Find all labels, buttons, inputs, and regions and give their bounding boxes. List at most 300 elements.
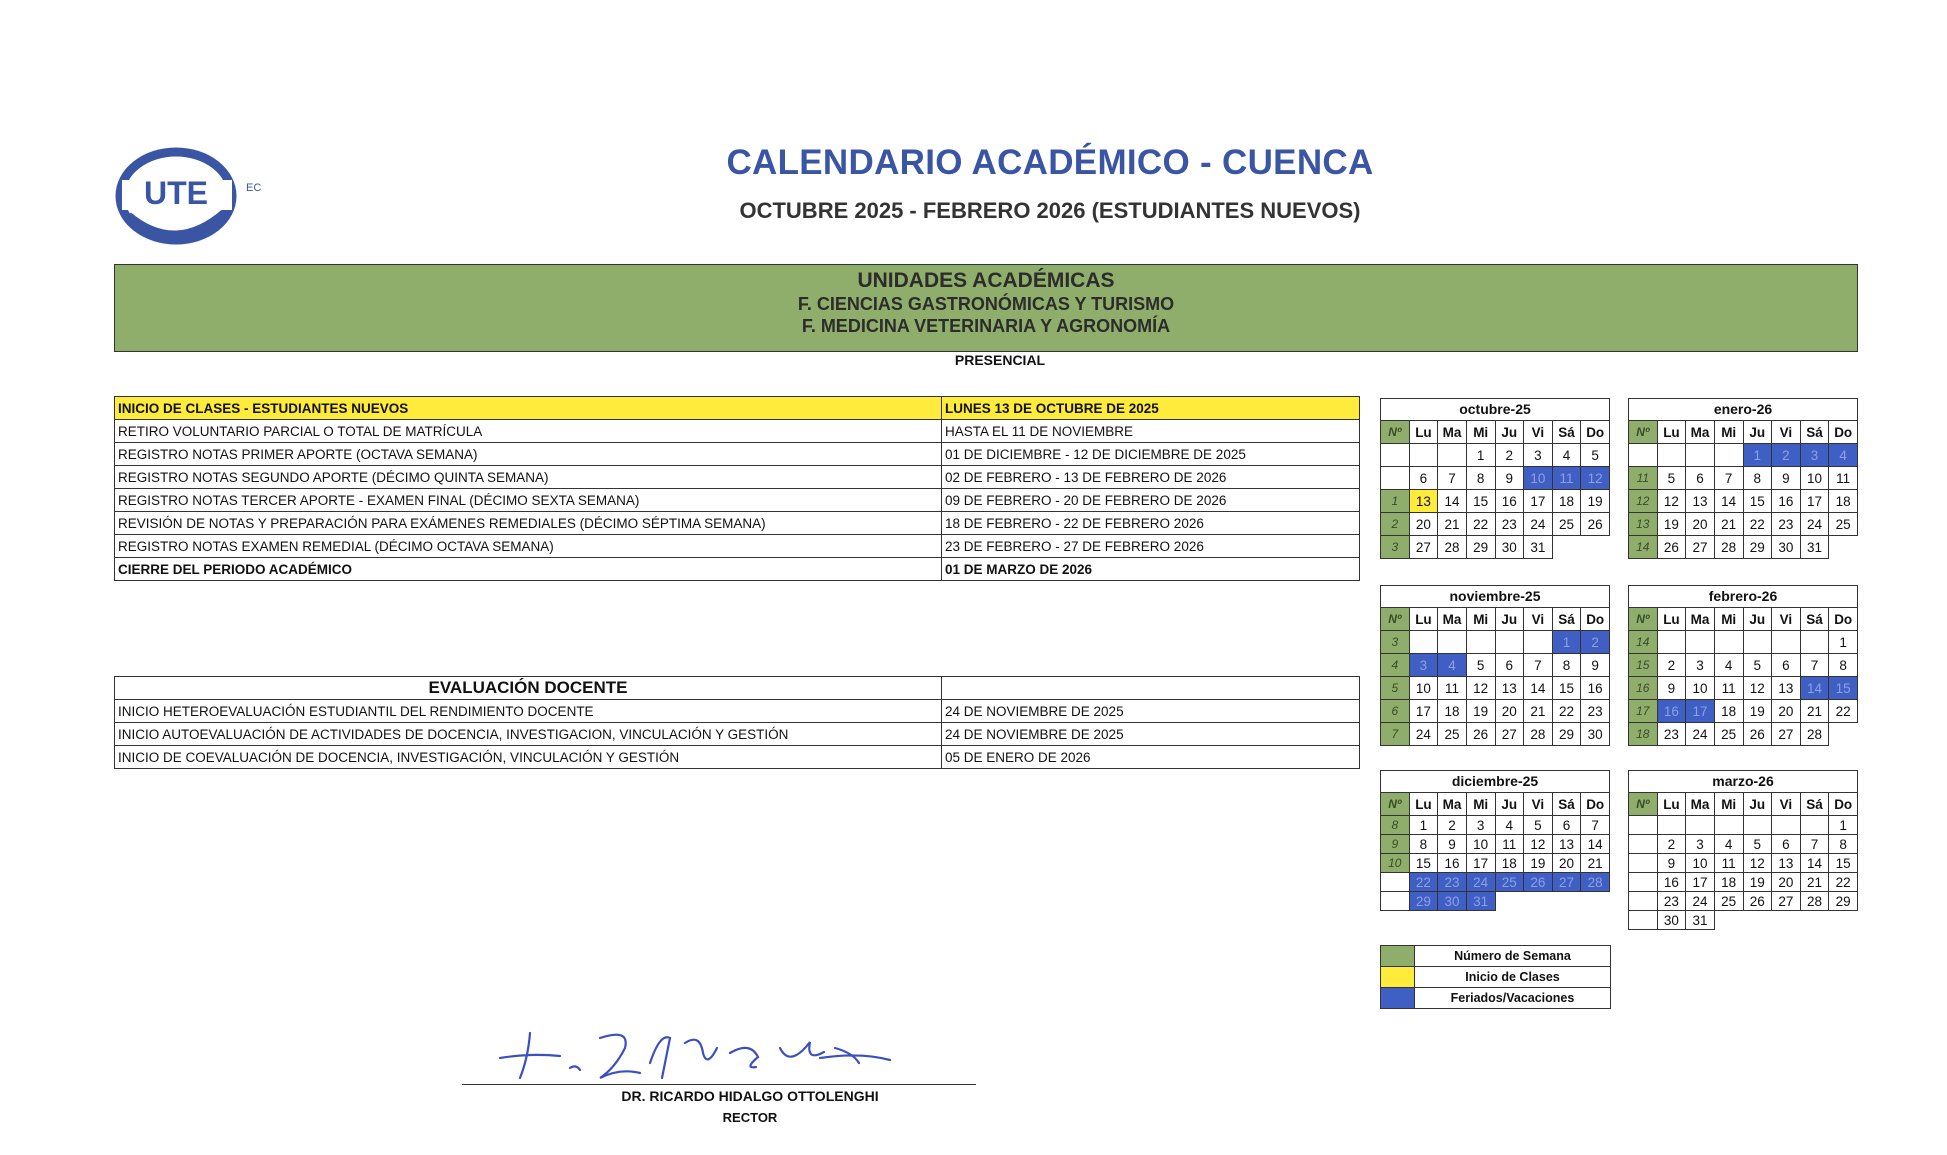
calendar-day: 21 [1714, 513, 1743, 536]
calendar-day: 11 [1714, 854, 1743, 873]
calendar-day: 11 [1495, 835, 1524, 854]
calendar-day: 31 [1466, 892, 1495, 911]
week-number: 8 [1381, 816, 1410, 835]
calendar-day: 23 [1657, 892, 1686, 911]
weekday-header: Sá [1552, 608, 1581, 631]
calendar-day [1657, 444, 1686, 467]
calendar-day: 9 [1581, 654, 1610, 677]
weekday-header: Lu [1657, 793, 1686, 816]
calendar-empty-cell [1581, 892, 1610, 911]
calendar-day [1800, 631, 1829, 654]
calendar-day: 25 [1495, 873, 1524, 892]
weekday-header: Mi [1466, 793, 1495, 816]
calendar-day: 18 [1714, 873, 1743, 892]
calendar-day: 22 [1829, 700, 1858, 723]
date-cell: 24 DE NOVIEMBRE DE 2025 [942, 723, 1360, 746]
calendar-day: 11 [1438, 677, 1467, 700]
calendar-grid [1380, 420, 1610, 559]
calendar-day: 3 [1686, 835, 1715, 854]
calendar-day: 5 [1524, 816, 1553, 835]
calendar-day: 13 [1772, 854, 1801, 873]
weekday-header: Do [1829, 608, 1858, 631]
week-number [1381, 444, 1410, 467]
weekday-header: Do [1829, 421, 1858, 444]
calendar-day: 5 [1466, 654, 1495, 677]
calendar-day: 14 [1438, 490, 1467, 513]
table-row [115, 443, 1360, 466]
activity-cell: RETIRO VOLUNTARIO PARCIAL O TOTAL DE MATRÍCULA [115, 420, 942, 443]
calendar-day: 18 [1552, 490, 1581, 513]
calendar-day: 17 [1466, 854, 1495, 873]
week-number-header: Nº [1629, 793, 1658, 816]
calendar-day: 18 [1438, 700, 1467, 723]
calendar-day: 29 [1552, 723, 1581, 746]
calendar-day: 26 [1581, 513, 1610, 536]
academic-units-banner [114, 264, 1858, 352]
calendar-day: 6 [1495, 654, 1524, 677]
calendar-empty-cell [1714, 911, 1743, 930]
calendar-day: 4 [1714, 835, 1743, 854]
calendar-day [1438, 444, 1467, 467]
weekday-header: Sá [1552, 793, 1581, 816]
calendar-day: 12 [1581, 467, 1610, 490]
calendar-month-title: diciembre-25 [1380, 770, 1610, 792]
calendar-week-row [1629, 490, 1858, 513]
calendar-day: 23 [1772, 513, 1801, 536]
date-cell: 09 DE FEBRERO - 20 DE FEBRERO DE 2026 [942, 489, 1360, 512]
calendar-day: 15 [1829, 677, 1858, 700]
weekday-header: Mi [1714, 793, 1743, 816]
calendar-day: 20 [1409, 513, 1438, 536]
week-number: 11 [1629, 467, 1658, 490]
calendar-month-title: noviembre-25 [1380, 585, 1610, 607]
week-number [1629, 816, 1658, 835]
calendar-day: 11 [1714, 677, 1743, 700]
week-number-header: Nº [1381, 421, 1410, 444]
calendar-day: 13 [1772, 677, 1801, 700]
calendar-day: 26 [1466, 723, 1495, 746]
calendar-day: 8 [1829, 835, 1858, 854]
weekday-header: Ju [1743, 421, 1772, 444]
calendar-week-row [1381, 444, 1610, 467]
weekday-header: Ma [1686, 421, 1715, 444]
logo-text: UTE [144, 175, 208, 211]
week-number [1629, 911, 1658, 930]
calendar-day: 18 [1495, 854, 1524, 873]
calendar-week-row [1381, 654, 1610, 677]
calendar-day: 16 [1495, 490, 1524, 513]
calendar-month-title: febrero-26 [1628, 585, 1858, 607]
calendar-day: 31 [1686, 911, 1715, 930]
calendar-day: 18 [1829, 490, 1858, 513]
calendar-day: 17 [1409, 700, 1438, 723]
calendar-empty-cell [1829, 911, 1858, 930]
calendar-day: 7 [1581, 816, 1610, 835]
calendar-header-row [1381, 421, 1610, 444]
calendar-day: 12 [1743, 854, 1772, 873]
table-row [115, 512, 1360, 535]
banner-heading: UNIDADES ACADÉMICAS [857, 269, 1115, 292]
calendar-day: 8 [1743, 467, 1772, 490]
calendar-week-row [1629, 536, 1858, 559]
calendar-week-row [1381, 723, 1610, 746]
calendar-day: 23 [1495, 513, 1524, 536]
weekday-header: Vi [1772, 421, 1801, 444]
date-cell: 05 DE ENERO DE 2026 [942, 746, 1360, 769]
signer-name: DR. RICARDO HIDALGO OTTOLENGHI [621, 1088, 879, 1104]
calendar-day [1714, 631, 1743, 654]
calendar-day: 24 [1686, 892, 1715, 911]
calendar-day: 23 [1657, 723, 1686, 746]
calendar-week-row [1629, 467, 1858, 490]
calendar-day [1438, 631, 1467, 654]
calendar-day: 2 [1772, 444, 1801, 467]
calendar-day: 9 [1495, 467, 1524, 490]
calendar-day: 19 [1581, 490, 1610, 513]
week-number: 14 [1629, 536, 1658, 559]
table-row [115, 746, 1360, 769]
week-number: 10 [1381, 854, 1410, 873]
calendar-day: 21 [1524, 700, 1553, 723]
calendar-empty-cell [1743, 911, 1772, 930]
calendar-day [1657, 631, 1686, 654]
calendar-day: 31 [1524, 536, 1553, 559]
calendar-month-title: octubre-25 [1380, 398, 1610, 420]
calendar-day: 20 [1686, 513, 1715, 536]
calendar-day: 22 [1829, 873, 1858, 892]
calendar-marzo [1628, 770, 1858, 930]
weekday-header: Mi [1714, 608, 1743, 631]
legend-label: Número de Semana [1415, 946, 1611, 967]
weekday-header: Ma [1686, 793, 1715, 816]
weekday-header: Ma [1438, 608, 1467, 631]
date-cell [942, 677, 1360, 700]
calendar-day [1743, 816, 1772, 835]
calendar-day: 1 [1409, 816, 1438, 835]
calendar-header-row [1629, 421, 1858, 444]
signature-line [462, 1084, 976, 1085]
calendar-day: 26 [1657, 536, 1686, 559]
calendar-week-row [1629, 513, 1858, 536]
calendar-day [1495, 631, 1524, 654]
activity-cell: REGISTRO NOTAS TERCER APORTE - EXAMEN FINAL (DÉCIMO SEXTA SEMANA) [115, 489, 942, 512]
calendar-day: 17 [1686, 700, 1715, 723]
page-title: CALENDARIO ACADÉMICO - CUENCA [726, 143, 1374, 182]
calendar-day: 7 [1714, 467, 1743, 490]
calendar-day [1772, 631, 1801, 654]
calendar-week-row [1381, 677, 1610, 700]
legend-swatch-start [1381, 967, 1415, 988]
calendar-day: 19 [1657, 513, 1686, 536]
calendar-day [1800, 816, 1829, 835]
calendar-day: 20 [1772, 700, 1801, 723]
calendar-day: 22 [1743, 513, 1772, 536]
calendar-day: 5 [1657, 467, 1686, 490]
calendar-day: 4 [1829, 444, 1858, 467]
week-number [1629, 854, 1658, 873]
calendar-day: 30 [1772, 536, 1801, 559]
calendar-day: 1 [1466, 444, 1495, 467]
calendar-day: 15 [1743, 490, 1772, 513]
table-row [115, 677, 1360, 700]
calendar-day: 8 [1409, 835, 1438, 854]
calendar-day: 22 [1552, 700, 1581, 723]
weekday-header: Mi [1714, 421, 1743, 444]
calendar-day: 20 [1495, 700, 1524, 723]
calendar-day [1686, 816, 1715, 835]
calendar-day: 9 [1657, 854, 1686, 873]
calendar-day: 3 [1686, 654, 1715, 677]
weekday-header: Ju [1495, 793, 1524, 816]
calendar-header-row [1381, 608, 1610, 631]
calendar-day: 12 [1466, 677, 1495, 700]
calendar-day: 7 [1438, 467, 1467, 490]
calendar-week-row [1381, 835, 1610, 854]
activity-cell: INICIO DE COEVALUACIÓN DE DOCENCIA, INVESTIGACIÓN, VINCULACIÓN Y GESTIÓN [115, 746, 942, 769]
calendar-day: 25 [1438, 723, 1467, 746]
weekday-header: Mi [1466, 421, 1495, 444]
legend-swatch-week [1381, 946, 1415, 967]
calendar-header-row [1629, 608, 1858, 631]
calendar-grid [1628, 420, 1858, 559]
weekday-header: Vi [1524, 608, 1553, 631]
weekday-header: Ma [1438, 793, 1467, 816]
calendar-day: 25 [1829, 513, 1858, 536]
calendar-day: 13 [1495, 677, 1524, 700]
calendar-day: 14 [1524, 677, 1553, 700]
calendar-week-row [1629, 723, 1858, 746]
calendar-day: 24 [1466, 873, 1495, 892]
activity-cell: CIERRE DEL PERIODO ACADÉMICO [115, 558, 942, 581]
calendar-day: 9 [1772, 467, 1801, 490]
calendar-day: 6 [1772, 654, 1801, 677]
week-number: 3 [1381, 631, 1410, 654]
calendar-month-title: enero-26 [1628, 398, 1858, 420]
calendar-month-title: marzo-26 [1628, 770, 1858, 792]
calendar-day: 18 [1714, 700, 1743, 723]
calendar-day: 25 [1714, 892, 1743, 911]
weekday-header: Lu [1409, 608, 1438, 631]
calendar-week-row [1381, 467, 1610, 490]
calendar-week-row [1629, 654, 1858, 677]
calendar-day [1466, 631, 1495, 654]
calendar-day: 8 [1552, 654, 1581, 677]
calendar-day: 4 [1714, 654, 1743, 677]
activity-cell: INICIO HETEROEVALUACIÓN ESTUDIANTIL DEL RENDIMIENTO DOCENTE [115, 700, 942, 723]
weekday-header: Sá [1552, 421, 1581, 444]
calendar-day: 6 [1409, 467, 1438, 490]
calendar-day: 2 [1657, 654, 1686, 677]
week-number: 15 [1629, 654, 1658, 677]
week-number: 1 [1381, 490, 1410, 513]
calendar-day: 28 [1581, 873, 1610, 892]
calendar-day: 4 [1552, 444, 1581, 467]
calendar-week-row [1381, 816, 1610, 835]
calendar-day: 19 [1743, 873, 1772, 892]
calendar-day: 27 [1772, 723, 1801, 746]
calendar-empty-cell [1829, 723, 1858, 746]
calendar-day: 14 [1800, 854, 1829, 873]
calendar-day: 29 [1829, 892, 1858, 911]
date-cell: 24 DE NOVIEMBRE DE 2025 [942, 700, 1360, 723]
week-number: 2 [1381, 513, 1410, 536]
calendar-day: 16 [1657, 873, 1686, 892]
calendar-day [1409, 631, 1438, 654]
calendar-day: 7 [1800, 654, 1829, 677]
weekday-header: Ju [1495, 608, 1524, 631]
calendar-day: 27 [1686, 536, 1715, 559]
weekday-header: Lu [1657, 608, 1686, 631]
week-number: 18 [1629, 723, 1658, 746]
weekday-header: Ju [1743, 608, 1772, 631]
calendar-day: 4 [1438, 654, 1467, 677]
calendar-header-row [1381, 793, 1610, 816]
weekday-header: Sá [1800, 608, 1829, 631]
calendar-day: 3 [1409, 654, 1438, 677]
calendar-day: 28 [1524, 723, 1553, 746]
date-cell: 01 DE MARZO DE 2026 [942, 558, 1360, 581]
ute-logo [114, 146, 274, 246]
calendar-grid [1628, 607, 1858, 746]
calendar-day: 27 [1552, 873, 1581, 892]
calendar-day: 1 [1829, 631, 1858, 654]
weekday-header: Do [1581, 421, 1610, 444]
calendar-enero [1628, 398, 1858, 559]
calendar-day: 24 [1409, 723, 1438, 746]
calendar-day: 23 [1438, 873, 1467, 892]
calendar-day: 21 [1800, 873, 1829, 892]
calendar-week-row [1381, 490, 1610, 513]
calendar-day: 27 [1409, 536, 1438, 559]
calendar-day: 17 [1524, 490, 1553, 513]
calendar-day: 10 [1466, 835, 1495, 854]
calendar-day: 25 [1552, 513, 1581, 536]
calendar-day: 10 [1409, 677, 1438, 700]
weekday-header: Lu [1657, 421, 1686, 444]
table-row [115, 489, 1360, 512]
calendar-day: 21 [1581, 854, 1610, 873]
calendar-day: 7 [1800, 835, 1829, 854]
calendar-week-row [1629, 854, 1858, 873]
calendar-day: 11 [1829, 467, 1858, 490]
week-number: 13 [1629, 513, 1658, 536]
calendar-day: 23 [1581, 700, 1610, 723]
weekday-header: Lu [1409, 793, 1438, 816]
calendar-day: 10 [1686, 854, 1715, 873]
weekday-header: Do [1581, 793, 1610, 816]
week-number: 17 [1629, 700, 1658, 723]
calendar-day: 8 [1466, 467, 1495, 490]
weekday-header: Mi [1466, 608, 1495, 631]
legend-swatch-holiday [1381, 988, 1415, 1009]
calendar-day: 27 [1772, 892, 1801, 911]
calendar-day: 17 [1800, 490, 1829, 513]
legend-item [1381, 946, 1611, 967]
legend-label: Feriados/Vacaciones [1415, 988, 1611, 1009]
activity-cell: INICIO AUTOEVALUACIÓN DE ACTIVIDADES DE DOCENCIA, INVESTIGACION, VINCULACIÓN Y GESTIÓN [115, 723, 942, 746]
calendar-day: 15 [1466, 490, 1495, 513]
weekday-header: Ju [1743, 793, 1772, 816]
date-cell: LUNES 13 DE OCTUBRE DE 2025 [942, 397, 1360, 420]
calendar-day: 7 [1524, 654, 1553, 677]
calendar-day: 19 [1466, 700, 1495, 723]
calendar-empty-cell [1552, 536, 1581, 559]
week-number-header: Nº [1629, 608, 1658, 631]
legend-item [1381, 988, 1611, 1009]
calendar-day: 30 [1657, 911, 1686, 930]
calendar-day: 28 [1800, 723, 1829, 746]
table-row [115, 700, 1360, 723]
calendar-day [1409, 444, 1438, 467]
calendar-day: 6 [1552, 816, 1581, 835]
calendar-day: 24 [1524, 513, 1553, 536]
calendar-grid [1628, 792, 1858, 930]
table-row [115, 558, 1360, 581]
calendar-day: 6 [1772, 835, 1801, 854]
calendar-day: 15 [1552, 677, 1581, 700]
calendar-empty-cell [1772, 911, 1801, 930]
weekday-header: Ma [1686, 608, 1715, 631]
week-number [1629, 444, 1658, 467]
calendar-day: 20 [1772, 873, 1801, 892]
calendar-empty-cell [1495, 892, 1524, 911]
calendar-day: 29 [1409, 892, 1438, 911]
calendar-week-row [1381, 513, 1610, 536]
calendar-day: 5 [1743, 835, 1772, 854]
banner-faculty-2: F. MEDICINA VETERINARIA Y AGRONOMÍA [801, 316, 1171, 336]
calendar-day: 20 [1552, 854, 1581, 873]
date-cell: 23 DE FEBRERO - 27 DE FEBRERO 2026 [942, 535, 1360, 558]
calendar-week-row [1629, 873, 1858, 892]
date-cell: 18 DE FEBRERO - 22 DE FEBRERO 2026 [942, 512, 1360, 535]
date-cell: 02 DE FEBRERO - 13 DE FEBRERO DE 2026 [942, 466, 1360, 489]
calendar-noviembre [1380, 585, 1610, 746]
calendar-day: 10 [1686, 677, 1715, 700]
table-row [115, 535, 1360, 558]
calendar-empty-cell [1552, 892, 1581, 911]
calendar-day [1743, 631, 1772, 654]
modality-label: PRESENCIAL [954, 352, 1046, 368]
calendar-day: 5 [1743, 654, 1772, 677]
calendar-diciembre [1380, 770, 1610, 911]
date-cell: HASTA EL 11 DE NOVIEMBRE [942, 420, 1360, 443]
calendar-week-row [1629, 911, 1858, 930]
calendar-day: 9 [1657, 677, 1686, 700]
weekday-header: Do [1581, 608, 1610, 631]
calendar-week-row [1381, 536, 1610, 559]
activity-cell: REGISTRO NOTAS EXAMEN REMEDIAL (DÉCIMO OCTAVA SEMANA) [115, 535, 942, 558]
week-number: 7 [1381, 723, 1410, 746]
calendar-day: 25 [1714, 723, 1743, 746]
calendar-day: 10 [1800, 467, 1829, 490]
activity-cell: REGISTRO NOTAS SEGUNDO APORTE (DÉCIMO QUINTA SEMANA) [115, 466, 942, 489]
calendar-empty-cell [1524, 892, 1553, 911]
calendar-week-row [1381, 873, 1610, 892]
calendar-day: 12 [1743, 677, 1772, 700]
banner-faculty-1: F. CIENCIAS GASTRONÓMICAS Y TURISMO [797, 294, 1175, 314]
week-number: 5 [1381, 677, 1410, 700]
calendar-day: 21 [1800, 700, 1829, 723]
page-subtitle: OCTUBRE 2025 - FEBRERO 2026 (ESTUDIANTES NUEVOS) [739, 198, 1361, 223]
calendar-day: 22 [1466, 513, 1495, 536]
calendar-day: 24 [1686, 723, 1715, 746]
week-number: 4 [1381, 654, 1410, 677]
activities-table [114, 396, 1360, 581]
calendar-octubre [1380, 398, 1610, 559]
weekday-header: Vi [1772, 608, 1801, 631]
calendar-day: 26 [1743, 892, 1772, 911]
calendar-day: 11 [1552, 467, 1581, 490]
